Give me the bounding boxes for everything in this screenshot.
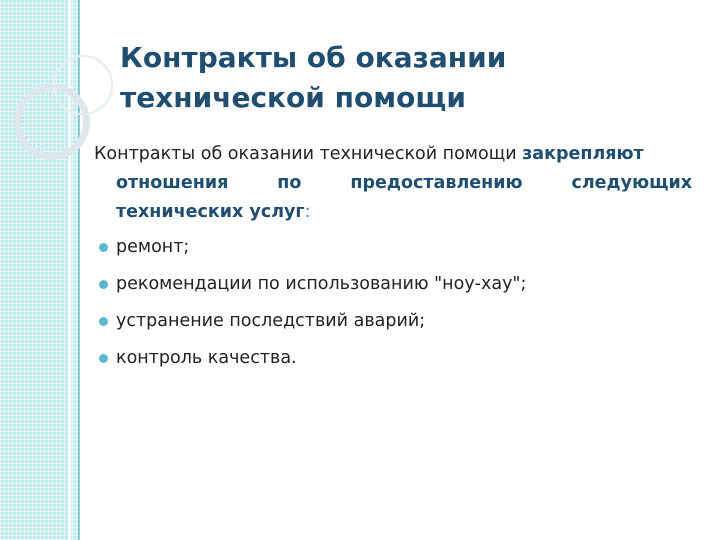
- intro-text-start: Контракты об оказании технической помощи: [94, 144, 523, 164]
- list-item: [94, 344, 692, 373]
- list-item: [94, 307, 692, 336]
- list-item-text: рекомендации по использованию "ноу-хау";: [116, 274, 527, 294]
- intro-accent-word: закрепляют: [522, 144, 644, 164]
- circle-bullet-icon: [99, 243, 108, 252]
- circle-bullet-icon: [99, 280, 108, 289]
- list-item-text: контроль качества.: [116, 348, 297, 368]
- list-item-text: ремонт;: [116, 237, 190, 257]
- slide-title-line-1: Контракты об оказании: [120, 41, 507, 74]
- slide-title-line-2: технической помощи: [120, 81, 466, 114]
- ring-decoration-small-icon: [53, 55, 113, 115]
- intro-paragraph: [94, 140, 692, 227]
- list-item: [94, 270, 692, 299]
- list-item: [94, 233, 692, 262]
- list-item-text: устранение последствий аварий;: [116, 311, 426, 331]
- slide-body: [94, 140, 692, 381]
- circle-bullet-icon: [99, 354, 108, 363]
- slide-title: [120, 38, 680, 118]
- services-list: [94, 233, 692, 373]
- circle-bullet-icon: [99, 317, 108, 326]
- intro-colon: :: [304, 202, 311, 222]
- intro-accent-services: технических услуг: [116, 202, 305, 222]
- intro-text-line-2: отношения по предоставлению следующих: [116, 173, 692, 193]
